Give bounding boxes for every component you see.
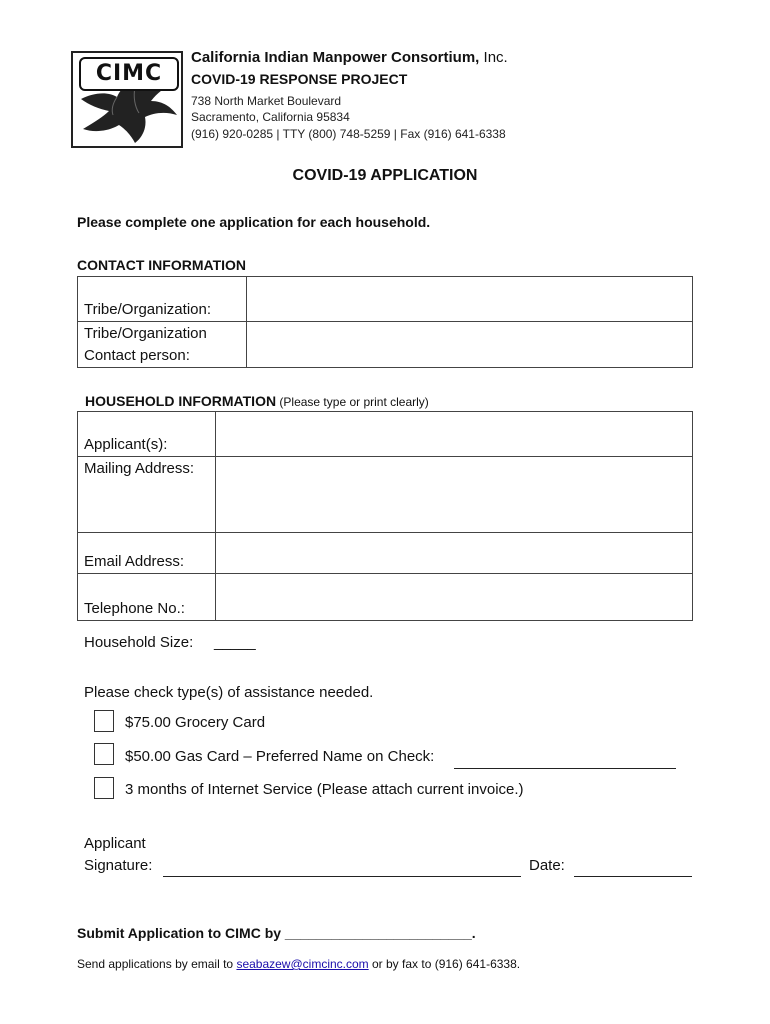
internet-service-checkbox[interactable] bbox=[94, 777, 114, 799]
project-name: COVID-19 RESPONSE PROJECT bbox=[191, 71, 408, 87]
household-section-heading bbox=[85, 393, 429, 409]
send-prefix: Send applications by email to bbox=[77, 957, 237, 971]
internet-service-label: 3 months of Internet Service (Please attach current invoice.) bbox=[125, 781, 524, 798]
assistance-prompt: Please check type(s) of assistance needed. bbox=[84, 684, 374, 701]
signature-label-line2: Signature: bbox=[84, 857, 153, 874]
page-title: COVID-19 APPLICATION bbox=[292, 167, 478, 184]
address-line-2: Sacramento, California 95834 bbox=[191, 110, 350, 124]
mailing-label-cell bbox=[78, 457, 216, 533]
logo-text: CIMC bbox=[79, 57, 179, 91]
mailing-field[interactable] bbox=[216, 457, 693, 533]
submit-deadline: Submit Application to CIMC by ________________________. bbox=[77, 925, 476, 941]
household-size-field[interactable]: _____ bbox=[214, 634, 256, 651]
applicants-label: Applicant(s): bbox=[84, 436, 168, 453]
send-suffix: or by fax to (916) 641-6338. bbox=[368, 957, 521, 971]
mailing-label: Mailing Address: bbox=[84, 460, 195, 477]
preferred-name-line[interactable] bbox=[454, 767, 676, 769]
signature-label-line1: Applicant bbox=[84, 835, 146, 852]
signature-line[interactable] bbox=[163, 875, 521, 877]
send-instructions bbox=[77, 957, 520, 971]
gas-card-label: $50.00 Gas Card – Preferred Name on Check: bbox=[125, 748, 435, 765]
tribe-org-label: Tribe/Organization: bbox=[84, 301, 212, 318]
intro-text: Please complete one application for each household. bbox=[77, 214, 431, 230]
tribe-org-field[interactable] bbox=[247, 277, 693, 322]
org-name-bold: California Indian Manpower Consortium, bbox=[191, 49, 480, 66]
org-suffix: Inc. bbox=[479, 49, 508, 66]
phone-label-cell bbox=[78, 574, 216, 621]
contact-person-label-line1: Tribe/Organization bbox=[84, 325, 207, 342]
applicants-field[interactable] bbox=[216, 412, 693, 457]
gas-card-checkbox[interactable] bbox=[94, 743, 114, 765]
grocery-card-label: $75.00 Grocery Card bbox=[125, 714, 266, 731]
date-label: Date: bbox=[529, 857, 565, 874]
address-line-1: 738 North Market Boulevard bbox=[191, 94, 342, 108]
cimc-logo bbox=[71, 51, 183, 148]
household-table bbox=[77, 411, 693, 621]
household-size-label: Household Size: bbox=[84, 634, 194, 651]
date-line[interactable] bbox=[574, 875, 692, 877]
household-heading-note: (Please type or print clearly) bbox=[276, 395, 429, 409]
email-link[interactable]: seabazew@cimcinc.com bbox=[236, 957, 369, 971]
phone-field[interactable] bbox=[216, 574, 693, 621]
phone-label: Telephone No.: bbox=[84, 600, 185, 617]
applicants-label-cell bbox=[78, 412, 216, 457]
org-name bbox=[191, 49, 508, 66]
email-field[interactable] bbox=[216, 533, 693, 574]
email-label: Email Address: bbox=[84, 553, 185, 570]
tribe-org-label-cell bbox=[78, 277, 247, 322]
grocery-card-checkbox[interactable] bbox=[94, 710, 114, 732]
household-heading-text: HOUSEHOLD INFORMATION bbox=[85, 393, 277, 409]
contact-section-heading: CONTACT INFORMATION bbox=[77, 257, 247, 273]
contact-line: (916) 920-0285 | TTY (800) 748-5259 | Fax (916) 641-6338 bbox=[191, 127, 506, 141]
contact-table bbox=[77, 276, 693, 368]
contact-person-label-line2: Contact person: bbox=[84, 347, 190, 364]
email-label-cell bbox=[78, 533, 216, 574]
contact-person-field[interactable] bbox=[247, 322, 693, 368]
contact-person-label-cell bbox=[78, 322, 247, 368]
